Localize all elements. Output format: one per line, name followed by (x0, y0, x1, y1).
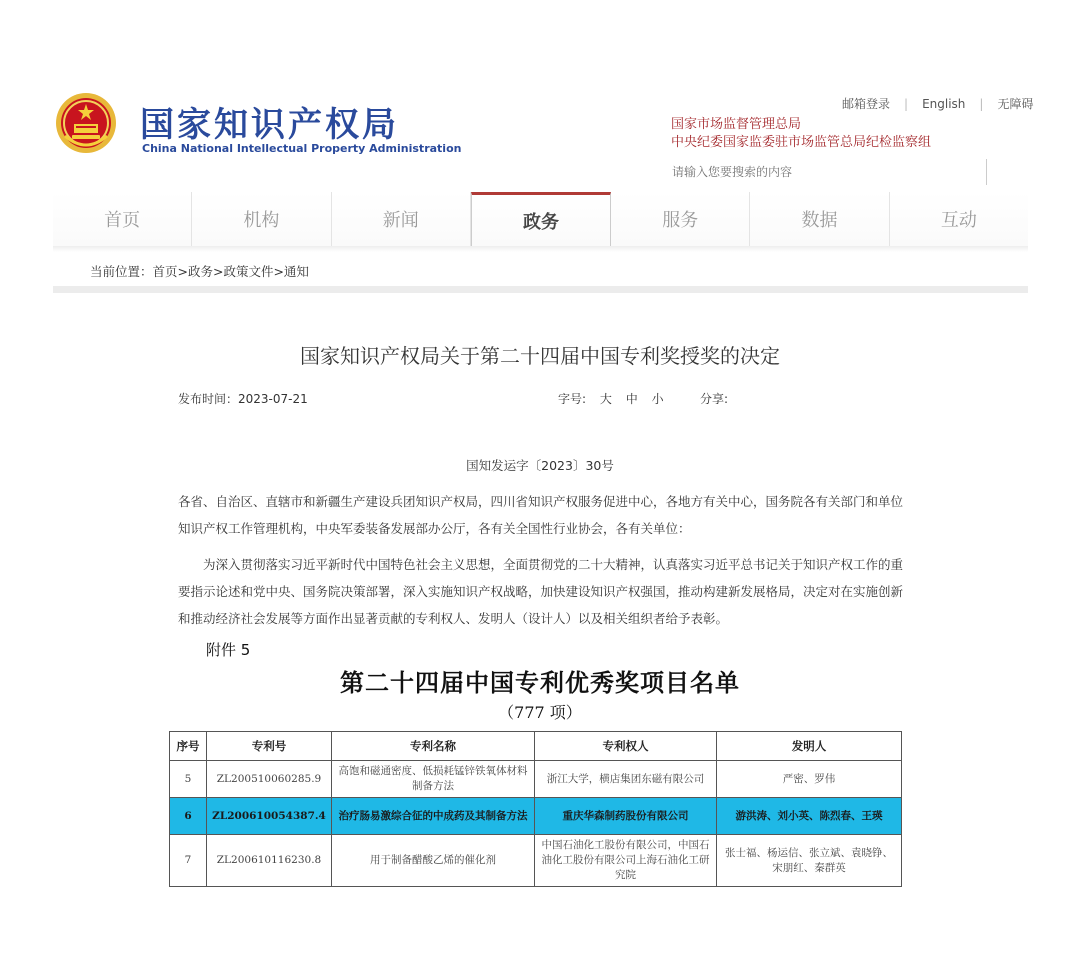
col-header-patent-number: 专利号 (207, 732, 332, 761)
cell-patent-name: 治疗肠易激综合征的中成药及其制备方法 (332, 798, 535, 835)
breadcrumb[interactable]: 当前位置：首页>政务>政策文件>通知 (90, 264, 309, 279)
national-emblem-icon[interactable] (55, 92, 117, 154)
cell-inventor: 张士福、杨运信、张立斌、袁晓铮、宋朋红、秦群英 (717, 835, 902, 887)
col-header-index: 序号 (170, 732, 207, 761)
nav-shadow (53, 246, 1028, 252)
attachment-label: 附件 5 (206, 641, 251, 659)
mail-login-link[interactable]: 邮箱登录 (842, 97, 891, 111)
samr-link[interactable]: 国家市场监督管理总局 (671, 117, 802, 132)
separator: | (904, 96, 909, 111)
font-size-controls (558, 390, 664, 407)
site-logo-cn[interactable]: 国家知识产权局 (140, 105, 399, 145)
cell-patentee: 浙江大学，横店集团东磁有限公司 (535, 761, 717, 798)
table-row-highlighted (170, 798, 902, 835)
patent-table (169, 731, 902, 887)
top-links (842, 95, 1033, 112)
share-label[interactable]: 分享: (700, 392, 729, 406)
list-count: （777 项） (498, 703, 582, 722)
table-row (170, 835, 902, 887)
document-number: 国知发运字〔2023〕30号 (466, 458, 614, 473)
cell-index: 6 (170, 798, 207, 835)
search-input[interactable] (670, 164, 974, 180)
nav-government-affairs[interactable]: 政务 (471, 192, 611, 246)
recipients-paragraph: 各省、自治区、直辖市和新疆生产建设兵团知识产权局，四川省知识产权服务促进中心，各地方有关中心，国务院各有关部门和单位知识产权工作管理机构，中央军委装备发展部办公厅，各有关全国性行业协会，各有关单位： (178, 494, 904, 536)
cell-inventor: 游洪涛、刘小英、陈烈春、王瑛 (717, 798, 902, 835)
nav-interaction[interactable]: 互动 (940, 210, 977, 231)
cell-patent-number: ZL200610116230.8 (207, 835, 332, 887)
cell-inventor: 严密、罗伟 (717, 761, 902, 798)
col-header-patentee: 专利权人 (535, 732, 717, 761)
cell-patentee: 重庆华森制药股份有限公司 (535, 798, 717, 835)
cell-patentee: 中国石油化工股份有限公司，中国石油化工股份有限公司上海石油化工研究院 (535, 835, 717, 887)
accessibility-link[interactable]: 无障碍 (997, 97, 1034, 111)
font-large-button[interactable]: 大 (599, 392, 612, 406)
list-title: 第二十四届中国专利优秀奖项目名单 (340, 668, 740, 697)
font-medium-button[interactable]: 中 (625, 392, 638, 406)
english-link[interactable]: English (922, 96, 966, 111)
table-row (170, 761, 902, 798)
article-title: 国家知识产权局关于第二十四届中国专利奖授奖的决定 (300, 344, 780, 368)
nav-organization[interactable]: 机构 (192, 192, 331, 246)
publish-date: 发布时间：2023-07-21 (178, 392, 308, 406)
col-header-inventor: 发明人 (717, 732, 902, 761)
separator: | (979, 96, 984, 111)
cell-patent-number: ZL200510060285.9 (207, 761, 332, 798)
font-small-button[interactable]: 小 (651, 392, 664, 406)
cell-index: 5 (170, 761, 207, 798)
cell-index: 7 (170, 835, 207, 887)
col-header-patent-name: 专利名称 (332, 732, 535, 761)
search-box (670, 159, 987, 185)
site-logo-en[interactable]: China National Intellectual Property Administration (142, 142, 462, 155)
nav-home[interactable]: 首页 (53, 192, 192, 246)
font-size-label: 字号: (558, 392, 587, 406)
cell-patent-name: 用于制备醋酸乙烯的催化剂 (332, 835, 535, 887)
main-nav (53, 192, 1028, 246)
body-paragraph: 为深入贯彻落实习近平新时代中国特色社会主义思想，全面贯彻党的二十大精神，认真落实习近平总书记关于知识产权工作的重要指示论述和党中央、国务院决策部署，深入实施知识产权战略，加快建设知识产权强国，推动构建新发展格局，决定对在实施创新和推动经济社会发展等方面作出显著贡献的专利权人、发明人（设计人）以及相关组织者给予表彰。 (178, 557, 904, 626)
cell-patent-number: ZL200610054387.4 (207, 798, 332, 835)
breadcrumb-divider (53, 286, 1028, 293)
nav-data[interactable]: 数据 (750, 192, 889, 246)
nav-news[interactable]: 新闻 (332, 192, 471, 246)
nav-services[interactable]: 服务 (611, 192, 750, 246)
table-header-row (170, 732, 902, 761)
cell-patent-name: 高饱和磁通密度、低损耗锰锌铁氧体材料制备方法 (332, 761, 535, 798)
discipline-inspection-link[interactable]: 中央纪委国家监委驻市场监管总局纪检监察组 (671, 135, 932, 150)
